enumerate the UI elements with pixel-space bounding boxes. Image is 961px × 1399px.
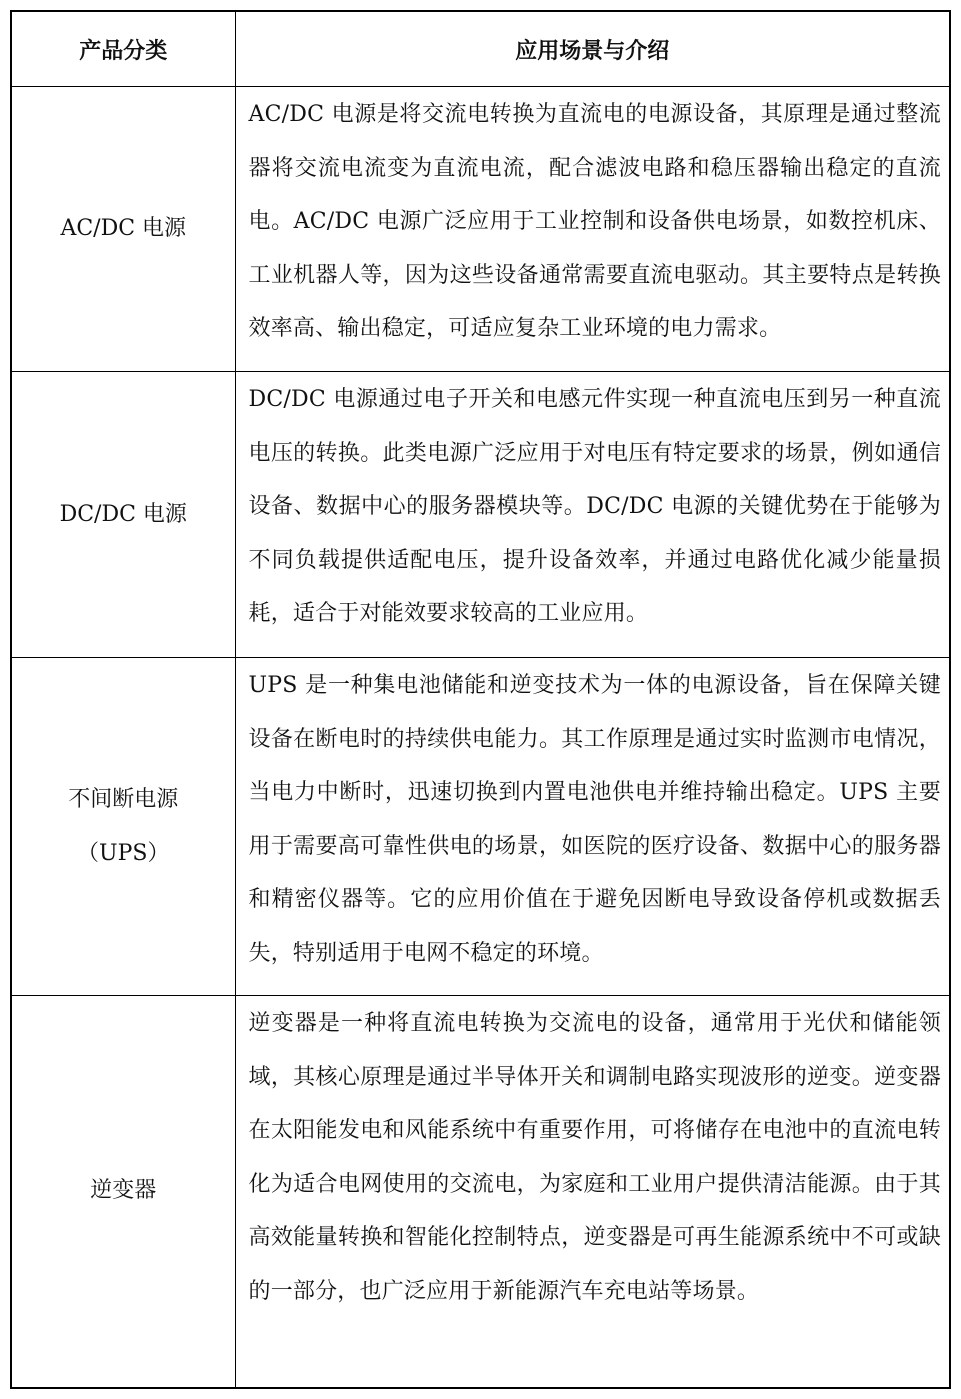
description-cell: UPS 是一种集电池储能和逆变技术为一体的电源设备，旨在保障关键设备在断电时的持续供电能力。其工作原理是通过实时监测市电情况，当电力中断时，迅速切换到内置电池供电并维持输出稳定。UPS 主要用于需要高可靠性供电的场景，如医院的医疗设备、数据中心的服务器和精密仪器等。它的应用价值在于避免因断电导致设备停机或数据丢失，特别适用于电网不稳定的环境。: [235, 658, 950, 996]
category-line: 不间断电源: [68, 786, 179, 812]
header-description: 应用场景与介绍: [235, 11, 950, 87]
table-row: [11, 996, 950, 1388]
table-header-row: [11, 11, 950, 87]
table-row: [11, 372, 950, 658]
product-table: [10, 10, 951, 1389]
table-row: [11, 87, 950, 372]
category-cell: 逆变器: [11, 996, 235, 1388]
description-cell: DC/DC 电源通过电子开关和电感元件实现一种直流电压到另一种直流电压的转换。此类电源广泛应用于对电压有特定要求的场景，例如通信设备、数据中心的服务器模块等。DC/DC 电源的关键优势在于能够为不同负载提供适配电压，提升设备效率，并通过电路优化减少能量损耗，适合于对能效要求较高的工业应用。: [235, 372, 950, 658]
description-cell: 逆变器是一种将直流电转换为交流电的设备，通常用于光伏和储能领域，其核心原理是通过半导体开关和调制电路实现波形的逆变。逆变器在太阳能发电和风能系统中有重要作用，可将储存在电池中的直流电转化为适合电网使用的交流电，为家庭和工业用户提供清洁能源。由于其高效能量转换和智能化控制特点，逆变器是可再生能源系统中不可或缺的一部分，也广泛应用于新能源汽车充电站等场景。: [235, 996, 950, 1388]
category-cell: [11, 658, 235, 996]
category-cell: AC/DC 电源: [11, 87, 235, 372]
table-row: [11, 658, 950, 996]
header-category: 产品分类: [11, 11, 235, 87]
description-cell: AC/DC 电源是将交流电转换为直流电的电源设备，其原理是通过整流器将交流电流变为直流电流，配合滤波电路和稳压器输出稳定的直流电。AC/DC 电源广泛应用于工业控制和设备供电场景，如数控机床、工业机器人等，因为这些设备通常需要直流电驱动。其主要特点是转换效率高、输出稳定，可适应复杂工业环境的电力需求。: [235, 87, 950, 372]
category-line: （UPS）: [77, 840, 170, 866]
category-cell: DC/DC 电源: [11, 372, 235, 658]
